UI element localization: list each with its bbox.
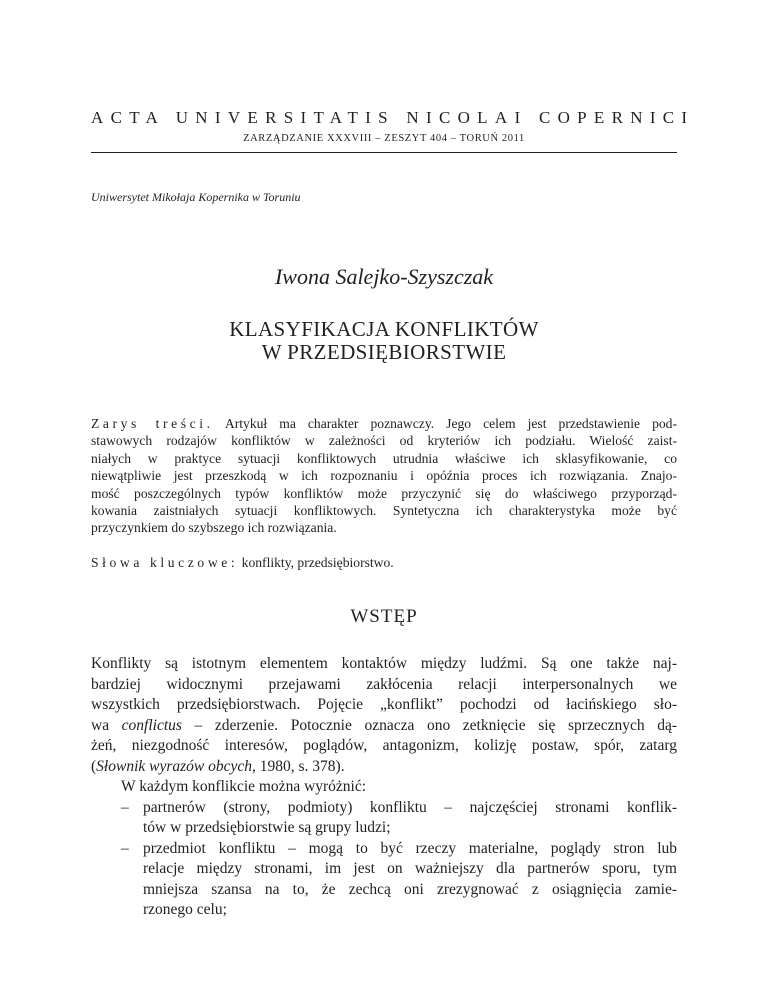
list-item-line: tów w przedsiębiorstwie są grupy ludzi; — [143, 819, 391, 836]
article-title-line-1: KLASYFIKACJA KONFLIKTÓW — [229, 317, 539, 341]
keywords-label: Słowa kluczowe: — [91, 555, 239, 570]
list-item — [91, 839, 677, 921]
body-text — [91, 654, 677, 921]
author-name: Iwona Salejko-Szyszczak — [274, 264, 494, 289]
text-run: wa — [91, 716, 122, 734]
abstract-line: przyczynkiem do szybszego ich rozwiązania. — [91, 520, 337, 536]
abstract-line: mość poszczególnych typów konfliktów może przyczynić się do właściwego przyporząd- — [91, 485, 677, 501]
list-item-line: partnerów (strony, podmioty) konfliktu – najczęściej stronami konflik- — [143, 798, 677, 816]
paragraph-line: żeń, niezgodność interesów, poglądów, antagonizm, kolizję postaw, spór, zatarg — [91, 737, 677, 754]
list-item-line: rzonego celu; — [143, 901, 227, 918]
text-run: – zderzenie. Potocznie oznacza ono zetknięcie się sprzecznych dą- — [181, 716, 677, 734]
list-item-line: mniejsza szansa na to, że zechcą oni zrezygnować z osiągnięcia zamie- — [143, 880, 677, 898]
list-item-line: przedmiot konfliktu – mogą to być rzeczy materialne, poglądy stron lub — [143, 839, 677, 857]
list-item-line: relacje między stronami, im jest on ważniejszy dla partnerów sporu, tym — [143, 860, 677, 877]
abstract-label: Zarys treści. — [91, 416, 214, 431]
abstract-text: Artykuł ma charakter poznawczy. Jego celem jest przedstawienie pod- — [224, 416, 677, 431]
list-dash: – — [121, 839, 129, 857]
article-title — [91, 318, 677, 364]
paragraph-line: W każdym konflikcie można wyróżnić: — [121, 778, 367, 795]
affiliation: Uniwersytet Mikołaja Kopernika w Toruniu — [91, 190, 301, 204]
paragraph-line — [91, 757, 677, 778]
keywords — [91, 554, 677, 571]
citation-title: Słownik wyrazów obcych — [96, 757, 253, 775]
latin-term: conflictus — [121, 716, 182, 734]
header-rule — [91, 152, 677, 153]
journal-issue: ZARZĄDZANIE XXXVIII – ZESZYT 404 – TORUŃ 2011 — [243, 133, 525, 144]
abstract-line: niewątpliwie jest przeszkodą w ich rozpoznaniu i opóźnia proces ich rozwiązania. Znajo- — [91, 468, 677, 484]
abstract-line — [91, 415, 677, 432]
journal-title: ACTA UNIVERSITATIS NICOLAI COPERNICI — [91, 108, 695, 127]
keywords-text: konflikty, przedsiębiorstwo. — [241, 555, 394, 570]
paragraph-line: wszystkich przedsiębiorstwach. Pojęcie „konflikt” pochodzi od łacińskiego sło- — [91, 696, 677, 713]
paragraph-line: bardziej widocznymi przejawami zakłócenia relacji interpersonalnych we — [91, 675, 677, 693]
section-heading: WSTĘP — [350, 606, 418, 627]
text-run: ( — [91, 757, 97, 775]
list-item — [91, 798, 677, 839]
abstract-line: niałych w praktyce sytuacji konfliktowych utrudnia właściwe ich sklasyfikowanie, co — [91, 450, 677, 466]
abstract-line: stawowych rodzajów konfliktów w zależności od kryteriów ich podziału. Wielość zaist- — [91, 433, 677, 449]
abstract — [91, 415, 677, 537]
paragraph-line: Konflikty są istotnym elementem kontaktów między ludźmi. Są one także naj- — [91, 655, 677, 672]
page — [91, 0, 695, 994]
abstract-line: kowania zaistniałych sytuacji konfliktowych. Syntetyczna ich charakterystyka może być — [91, 503, 677, 519]
paragraph-line — [91, 716, 677, 737]
list-dash: – — [121, 798, 129, 816]
text-run: , 1980, s. 378). — [252, 757, 345, 775]
article-title-line-2: W PRZEDSIĘBIORSTWIE — [261, 340, 507, 364]
